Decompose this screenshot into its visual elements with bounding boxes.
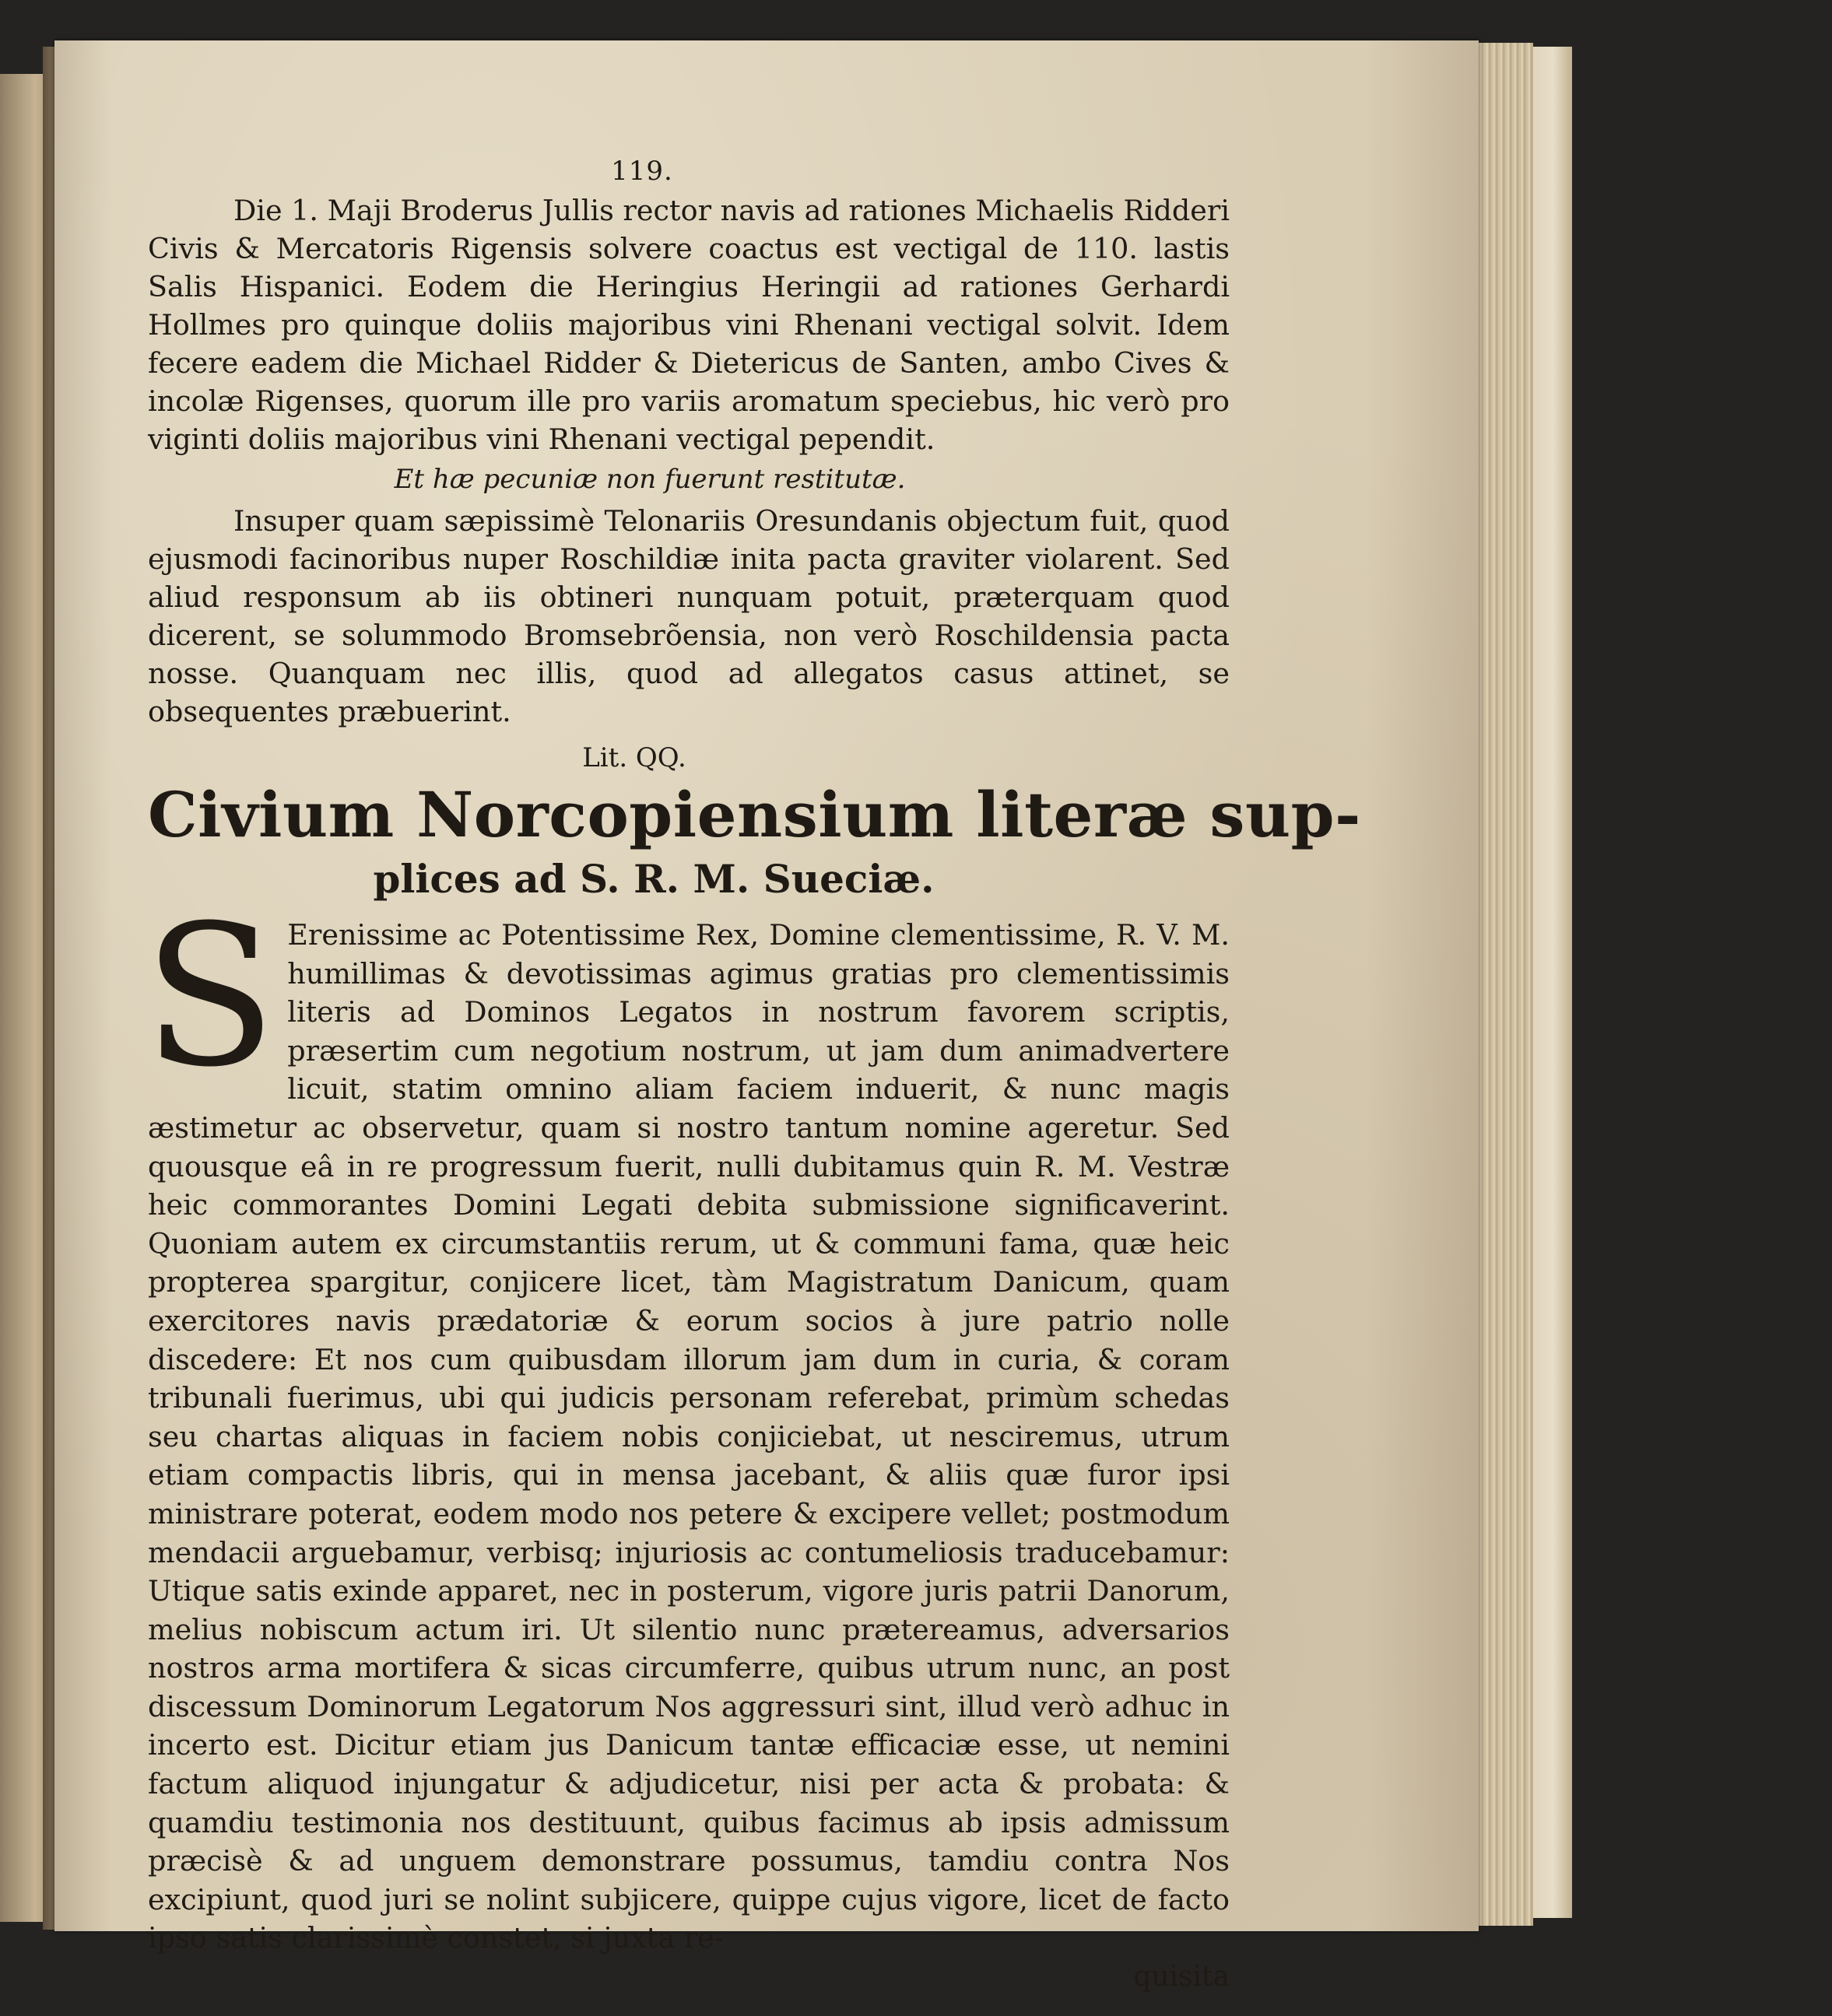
section-title: Civium Norcopiensium literæ sup-: [148, 778, 1361, 851]
drop-cap: S: [143, 883, 277, 1110]
italic-note: Et hæ pecuniæ non fuerunt restitutæ.: [394, 464, 906, 495]
catchword: quisita: [1133, 1961, 1230, 1993]
page-stack-edge: [1471, 43, 1533, 1926]
page-text: [143, 156, 1361, 1995]
page-number: 119.: [611, 156, 673, 187]
section-subtitle: plices ad S. R. M. Sueciæ.: [373, 856, 935, 902]
letter-label: Lit. QQ.: [582, 742, 686, 773]
letter-body: [143, 883, 1230, 1958]
letter-text: Erenissime ac Potentissime Rex, Domine clementissime, R. V. M. humillimas & devotissimas agimus gratias pro clementissimis literis ad Dominos Legatos in nostrum favorem scriptis, præsertim cum negotium nostrum, ut jam dum animadvertere licuit, statim omnino aliam faciem induerit, & nunc magis æstimetur ac observetur, quam si nostro tantum nomine ageretur. Sed quousque eâ in re progressum fuerit, nulli dubitamus quin R. M. Vestræ heic commorantes Domini Legati debita submissione significaverint. Quoniam autem ex circumstantiis rerum, ut & communi fama, quæ heic propterea spargitur, conjicere licet, tàm Magistratum Danicum, quam exercitores navis prædatoriæ & eorum socios à jure patrio nolle discedere: Et nos cum quibusdam illorum jam dum in curia, & coram tribunali fuerimus, ubi qui judicis personam referebat, primùm schedas seu chartas aliquas in faciem nobis conjiciebat, ut nesciremus, utrum etiam compactis libris, qui in mensa jacebant, & aliis quæ furor ipsi ministrare poterat, eodem modo nos petere & excipere vellet; postmodum mendacii arguebamur, verbisq; injuriosis ac contumeliosis traducebamur: Utique satis exinde apparet, nec in posterum, vigore juris patrii Danorum, melius nobiscum actum iri. Ut silentio nunc prætereamus, adversarios nostros arma mortifera & sicas circumferre, quibus utrum nunc, an post discessum Dominorum Legatorum Nos aggressuri sint, illud verò adhuc in incerto est. Dicitur etiam jus Danicum tantæ efficaciæ esse, ut nemini factum aliquod injungatur & adjudicetur, nisi per acta & probata: & quamdiu testimonia nos destituunt, quibus facimus ab ipsis admissum præcisè & ad unguem demonstrare possumus, tamdiu contra Nos excipiunt, quod juri se nolint subjicere, quippe cujus vigore, licet de facto ipso satis clarissimè constet, si juxta re-: [148, 918, 1230, 1955]
paragraph-1: Die 1. Maji Broderus Jullis rector navis ad rationes Michaelis Ridderi Civis & Mercatoris Rigensis solvere coactus est vectigal de 110. lastis Salis Hispanici. Eodem die Heringius Heringii ad rationes Gerhardi Hollmes pro quinque doliis majoribus vini Rhenani vectigal solvit. Idem fecere eadem die Michael Ridder & Dietericus de Santen, ambo Cives & incolæ Rigenses, quorum ille pro variis aromatum speciebus, hic verò pro viginti doliis majoribus vini Rhenani vectigal pependit.: [148, 194, 1230, 456]
paragraph-2: Insuper quam sæpissimè Telonariis Oresundanis objectum fuit, quod ejusmodi facinoribus nuper Roschildiæ inita pacta graviter violarent. Sed aliud responsum ab iis obtineri nunquam potuit, præterquam quod dicerent, se solummodo Bromsebrõensia, non verò Roschildensia pacta nosse. Quanquam nec illis, quod ad allegatos casus attinet, se obsequentes præbuerint.: [148, 504, 1230, 728]
